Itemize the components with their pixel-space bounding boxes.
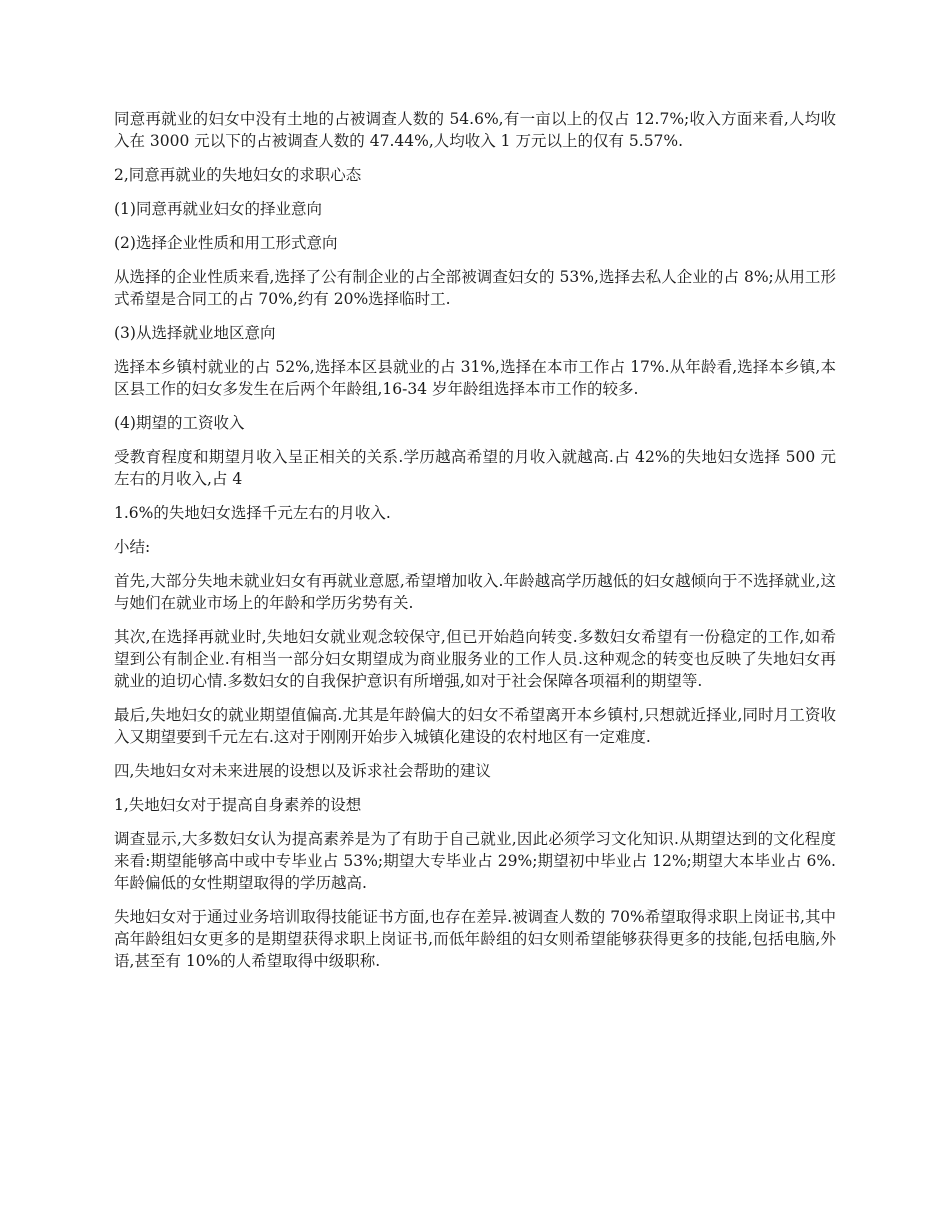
- paragraph-summary-last: 最后,失地妇女的就业期望值偏高.尤其是年龄偏大的妇女不希望离开本乡镇村,只想就近择业,同时月工资收入又期望要到千元左右.这对于刚刚开始步入城镇化建设的农村地区有一定难度.: [114, 706, 836, 746]
- paragraph-education-goals: 调查显示,大多数妇女认为提高素养是为了有助于自己就业,因此必须学习文化知识.从期望达到的文化程度来看:期望能够高中或中专毕业占 53%;期望大专毕业占 29%;期望初中毕业占 12%;期望大本毕业占 6%.年龄偏低的女性期望取得的学历越高.: [114, 830, 836, 892]
- section-heading-job-mindset: 2,同意再就业的失地妇女的求职心态: [114, 166, 362, 184]
- paragraph-wage-continued: 1.6%的失地妇女选择千元左右的月收入.: [114, 504, 391, 522]
- paragraph-summary-second: 其次,在选择再就业时,失地妇女就业观念较保守,但已开始趋向转变.多数妇女希望有一份稳定的工作,如希望到公有制企业.有相当一部分妇女期望成为商业服务业的工作人员.这种观念的转变也反映了失地妇女再就业的迫切心情.多数妇女的自我保护意识有所增强,如对于社会保障各项福利的期望等.: [114, 628, 836, 690]
- subheading-career-intention: (1)同意再就业妇女的择业意向: [114, 200, 322, 218]
- paragraph-enterprise-type: 从选择的企业性质来看,选择了公有制企业的占全部被调查妇女的 53%,选择去私人企业的占 8%;从用工形式希望是合同工的占 70%,约有 20%选择临时工.: [114, 268, 836, 308]
- subheading-expected-wage: (4)期望的工资收入: [114, 414, 245, 432]
- paragraph-summary-first: 首先,大部分失地未就业妇女有再就业意愿,希望增加收入.年龄越高学历越低的妇女越倾向于不选择就业,这与她们在就业市场上的年龄和学历劣势有关.: [114, 572, 836, 612]
- paragraph-land-income-stats: 同意再就业的妇女中没有土地的占被调查人数的 54.6%,有一亩以上的仅占 12.7%;收入方面来看,人均收入在 3000 元以下的占被调查人数的 47.44%,人均收入 1 万元以上的仅有 5.57%.: [114, 110, 836, 150]
- paragraph-skill-certificates: 失地妇女对于通过业务培训取得技能证书方面,也存在差异.被调查人数的 70%希望取得求职上岗证书,其中高年龄组妇女更多的是期望获得求职上岗证书,而低年龄组的妇女则希望能够获得更多的技能,包括电脑,外语,甚至有 10%的人希望取得中级职称.: [114, 908, 836, 970]
- document-body: [114, 108, 836, 984]
- subheading-work-region: (3)从选择就业地区意向: [114, 324, 276, 342]
- subheading-enterprise-type: (2)选择企业性质和用工形式意向: [114, 234, 338, 252]
- subheading-self-improvement: 1,失地妇女对于提高自身素养的设想: [114, 796, 362, 814]
- paragraph-work-region: 选择本乡镇村就业的占 52%,选择本区县就业的占 31%,选择在本市工作占 17%.从年龄看,选择本乡镇,本区县工作的妇女多发生在后两个年龄组,16-34 岁年龄组选择本市工作的较多.: [114, 358, 836, 398]
- summary-heading: 小结:: [114, 538, 151, 556]
- section-heading-four: 四,失地妇女对未来进展的设想以及诉求社会帮助的建议: [114, 762, 491, 780]
- paragraph-expected-wage: 受教育程度和期望月收入呈正相关的关系.学历越高希望的月收入就越高.占 42%的失地妇女选择 500 元左右的月收入,占 4: [114, 448, 836, 488]
